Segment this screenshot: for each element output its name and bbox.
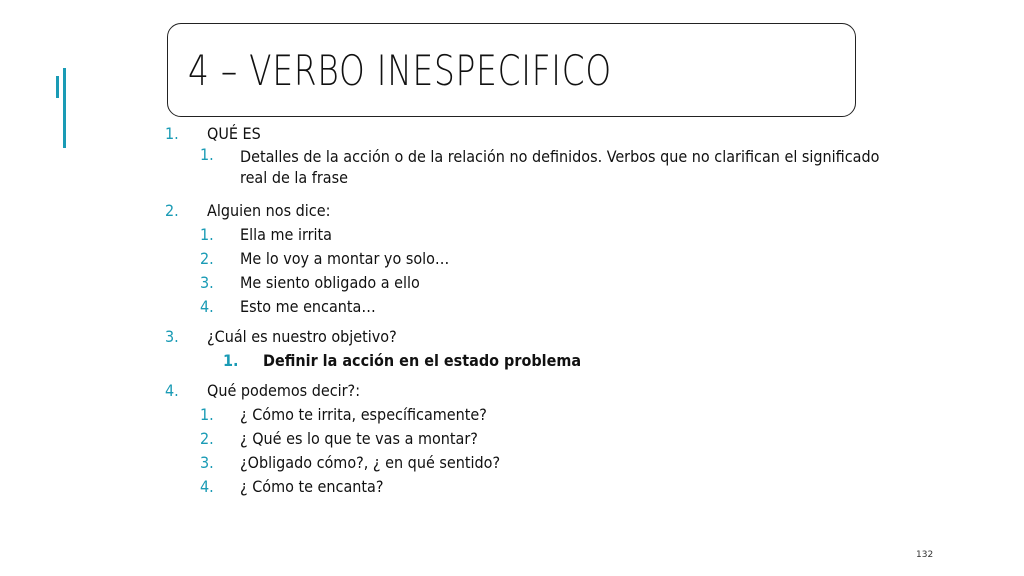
sublist-text: Definir la acción en el estado problema bbox=[263, 350, 582, 370]
slide-content bbox=[165, 126, 885, 495]
list-item bbox=[165, 126, 885, 189]
sublist-number: 3. bbox=[200, 272, 214, 292]
list-item bbox=[165, 380, 885, 496]
list-item bbox=[165, 200, 885, 316]
list-number: 4. bbox=[165, 380, 179, 400]
sublist-item bbox=[165, 452, 885, 472]
sublist-item bbox=[165, 476, 885, 496]
sublist-item bbox=[165, 428, 885, 448]
sublist-number: 1. bbox=[200, 224, 214, 244]
sublist-text: Detalles de la acción o de la relación no definidos. Verbos que no clarifican el significado real de la frase bbox=[240, 147, 880, 187]
sublist-number: 1. bbox=[200, 145, 214, 164]
accent-bar-long bbox=[63, 68, 66, 148]
sublist-text: Ella me irrita bbox=[240, 224, 332, 244]
sublist-text: Me siento obligado a ello bbox=[240, 272, 420, 292]
sublist-item bbox=[165, 404, 885, 424]
list-text: QUÉ ES bbox=[207, 124, 261, 143]
sublist-number: 1. bbox=[200, 404, 214, 424]
list-text: Alguien nos dice: bbox=[207, 200, 331, 220]
page-number: 132 bbox=[916, 550, 934, 560]
sublist-text: ¿ Cómo te encanta? bbox=[240, 476, 384, 496]
slide-title: 4 – VERBO INESPECIFICO bbox=[188, 45, 612, 95]
list-item bbox=[165, 326, 885, 370]
sublist-item bbox=[165, 296, 885, 316]
sublist-number: 2. bbox=[200, 428, 214, 448]
accent-bar-short bbox=[56, 76, 59, 98]
sublist-text: ¿Obligado cómo?, ¿ en qué sentido? bbox=[240, 452, 501, 472]
list-number: 3. bbox=[165, 326, 179, 346]
sublist-item bbox=[165, 272, 885, 292]
sublist-item bbox=[165, 350, 885, 370]
list-text: Qué podemos decir?: bbox=[207, 380, 361, 400]
sublist-text: ¿ Cómo te irrita, específicamente? bbox=[240, 404, 487, 424]
list-text: ¿Cuál es nuestro objetivo? bbox=[207, 326, 397, 346]
sublist-number: 4. bbox=[200, 296, 214, 316]
sublist-text: ¿ Qué es lo que te vas a montar? bbox=[240, 428, 478, 448]
sublist-item bbox=[165, 248, 885, 268]
sublist-item bbox=[165, 224, 885, 244]
sublist-number: 3. bbox=[200, 452, 214, 472]
sublist-text: Me lo voy a montar yo solo… bbox=[240, 248, 450, 268]
sublist-item bbox=[165, 147, 885, 189]
list-number: 2. bbox=[165, 200, 179, 220]
sublist-number: 1. bbox=[223, 350, 239, 370]
title-box bbox=[167, 23, 856, 117]
sublist-number: 2. bbox=[200, 248, 214, 268]
sublist-number: 4. bbox=[200, 476, 214, 496]
list-number: 1. bbox=[165, 124, 179, 143]
sublist-text: Esto me encanta… bbox=[240, 296, 376, 316]
